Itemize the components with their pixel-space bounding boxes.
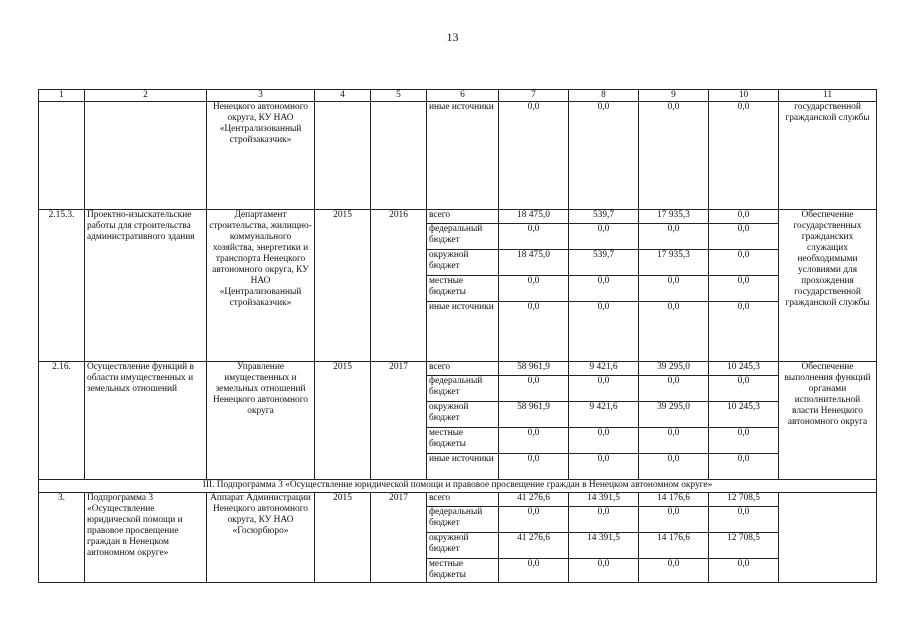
funding-source-cell: федеральный бюджет: [427, 507, 499, 533]
value-cell: 58 961,9: [499, 402, 569, 428]
column-header: 2: [85, 90, 207, 102]
column-header: 7: [499, 90, 569, 102]
end-year-cell: 2017: [371, 362, 427, 480]
result-cell: государственной гражданской службы: [779, 102, 877, 210]
item-name-cell: Подпрограмма 3 «Осуществление юридической помощи и правовое просвещение граждан в Ненецком автономном округе»: [85, 493, 207, 583]
item-number-cell: [39, 102, 85, 210]
value-cell: 0,0: [569, 376, 639, 402]
value-cell: 0,0: [709, 428, 779, 454]
value-cell: 0,0: [709, 559, 779, 583]
value-cell: 0,0: [499, 224, 569, 250]
value-cell: 0,0: [709, 250, 779, 276]
end-year-cell: 2017: [371, 493, 427, 583]
funding-source-cell: окружной бюджет: [427, 402, 499, 428]
item-name-cell: [85, 102, 207, 210]
value-cell: 0,0: [639, 454, 709, 480]
value-cell: 41 276,6: [499, 493, 569, 507]
value-cell: 9 421,6: [569, 402, 639, 428]
column-header: 9: [639, 90, 709, 102]
column-header: 11: [779, 90, 877, 102]
funding-source-cell: всего: [427, 362, 499, 376]
value-cell: 10 245,3: [709, 362, 779, 376]
table-row: [39, 210, 877, 224]
value-cell: 0,0: [569, 224, 639, 250]
value-cell: 0,0: [709, 376, 779, 402]
column-header: 1: [39, 90, 85, 102]
value-cell: 12 708,5: [709, 533, 779, 559]
value-cell: 9 421,6: [569, 362, 639, 376]
start-year-cell: 2015: [315, 493, 371, 583]
value-cell: 0,0: [499, 302, 569, 362]
value-cell: 0,0: [499, 102, 569, 210]
program-table: [38, 89, 877, 583]
item-number-cell: 3.: [39, 493, 85, 583]
funding-source-cell: федеральный бюджет: [427, 224, 499, 250]
value-cell: 0,0: [709, 507, 779, 533]
value-cell: 0,0: [569, 428, 639, 454]
value-cell: 0,0: [499, 428, 569, 454]
value-cell: 0,0: [569, 559, 639, 583]
column-header: 4: [315, 90, 371, 102]
value-cell: 0,0: [709, 276, 779, 302]
value-cell: 0,0: [569, 302, 639, 362]
funding-source-cell: всего: [427, 493, 499, 507]
value-cell: 0,0: [499, 376, 569, 402]
column-header: 8: [569, 90, 639, 102]
value-cell: 14 391,5: [569, 533, 639, 559]
result-cell: [779, 493, 877, 583]
value-cell: 0,0: [639, 559, 709, 583]
value-cell: 0,0: [499, 276, 569, 302]
value-cell: 0,0: [709, 224, 779, 250]
start-year-cell: 2015: [315, 210, 371, 362]
table-row: [39, 102, 877, 210]
value-cell: 0,0: [639, 302, 709, 362]
result-cell: Обеспечение государственных гражданских служащих необходимыми условиями для прохождения государственной гражданской службы: [779, 210, 877, 362]
value-cell: 0,0: [639, 428, 709, 454]
table-row: [39, 362, 877, 376]
funding-source-cell: местные бюджеты: [427, 559, 499, 583]
column-header: 3: [207, 90, 315, 102]
funding-source-cell: иные источники: [427, 302, 499, 362]
value-cell: 18 475,0: [499, 250, 569, 276]
value-cell: 14 176,6: [639, 493, 709, 507]
value-cell: 539,7: [569, 250, 639, 276]
column-header: 6: [427, 90, 499, 102]
value-cell: 0,0: [709, 302, 779, 362]
value-cell: 10 245,3: [709, 402, 779, 428]
value-cell: 0,0: [569, 507, 639, 533]
end-year-cell: 2016: [371, 210, 427, 362]
executor-cell: Департамент строительства, жилищно-коммунального хозяйства, энергетики и транспорта Ненецкого автономного округа, КУ НАО «Централизованный стройзаказчик»: [207, 210, 315, 362]
value-cell: 58 961,9: [499, 362, 569, 376]
value-cell: 0,0: [709, 454, 779, 480]
funding-source-cell: окружной бюджет: [427, 250, 499, 276]
value-cell: 0,0: [639, 276, 709, 302]
value-cell: 14 391,5: [569, 493, 639, 507]
item-number-cell: 2.15.3.: [39, 210, 85, 362]
column-header: 10: [709, 90, 779, 102]
table-row: [39, 493, 877, 507]
value-cell: 0,0: [499, 507, 569, 533]
value-cell: 0,0: [709, 210, 779, 224]
column-header: 5: [371, 90, 427, 102]
item-name-cell: Осуществление функций в области имущественных и земельных отношений: [85, 362, 207, 480]
value-cell: 17 935,3: [639, 210, 709, 224]
funding-source-cell: местные бюджеты: [427, 276, 499, 302]
start-year-cell: [315, 102, 371, 210]
value-cell: 0,0: [639, 224, 709, 250]
executor-cell: Ненецкого автономного округа, КУ НАО «Централизованный стройзаказчик»: [207, 102, 315, 210]
funding-source-cell: местные бюджеты: [427, 428, 499, 454]
executor-cell: Аппарат Администрации Ненецкого автономного округа, КУ НАО «Госюрбюро»: [207, 493, 315, 583]
executor-cell: Управление имущественных и земельных отношений Ненецкого автономного округа: [207, 362, 315, 480]
value-cell: 0,0: [569, 102, 639, 210]
value-cell: 39 295,0: [639, 362, 709, 376]
start-year-cell: 2015: [315, 362, 371, 480]
value-cell: 0,0: [639, 102, 709, 210]
funding-source-cell: окружной бюджет: [427, 533, 499, 559]
value-cell: 0,0: [569, 276, 639, 302]
value-cell: 17 935,3: [639, 250, 709, 276]
value-cell: 12 708,5: [709, 493, 779, 507]
funding-source-cell: федеральный бюджет: [427, 376, 499, 402]
funding-source-cell: иные источники: [427, 102, 499, 210]
funding-source-cell: всего: [427, 210, 499, 224]
page-number: 13: [446, 30, 459, 44]
section-title: III. Подпрограмма 3 «Осуществление юридической помощи и правовое просвещение граждан в Ненецком автономном округе»: [39, 480, 877, 493]
item-name-cell: Проектно-изыскательские работы для строительства административного здания: [85, 210, 207, 362]
value-cell: 539,7: [569, 210, 639, 224]
value-cell: 0,0: [709, 102, 779, 210]
item-number-cell: 2.16.: [39, 362, 85, 480]
value-cell: 0,0: [639, 507, 709, 533]
section-row: [39, 480, 877, 493]
value-cell: 18 475,0: [499, 210, 569, 224]
value-cell: 41 276,6: [499, 533, 569, 559]
value-cell: 39 295,0: [639, 402, 709, 428]
value-cell: 0,0: [499, 559, 569, 583]
value-cell: 0,0: [639, 376, 709, 402]
end-year-cell: [371, 102, 427, 210]
column-number-row: [39, 90, 877, 102]
funding-source-cell: иные источники: [427, 454, 499, 480]
value-cell: 0,0: [499, 454, 569, 480]
value-cell: 0,0: [569, 454, 639, 480]
value-cell: 14 176,6: [639, 533, 709, 559]
result-cell: Обеспечение выполнения функций органами исполнительной власти Ненецкого автономного округа: [779, 362, 877, 480]
